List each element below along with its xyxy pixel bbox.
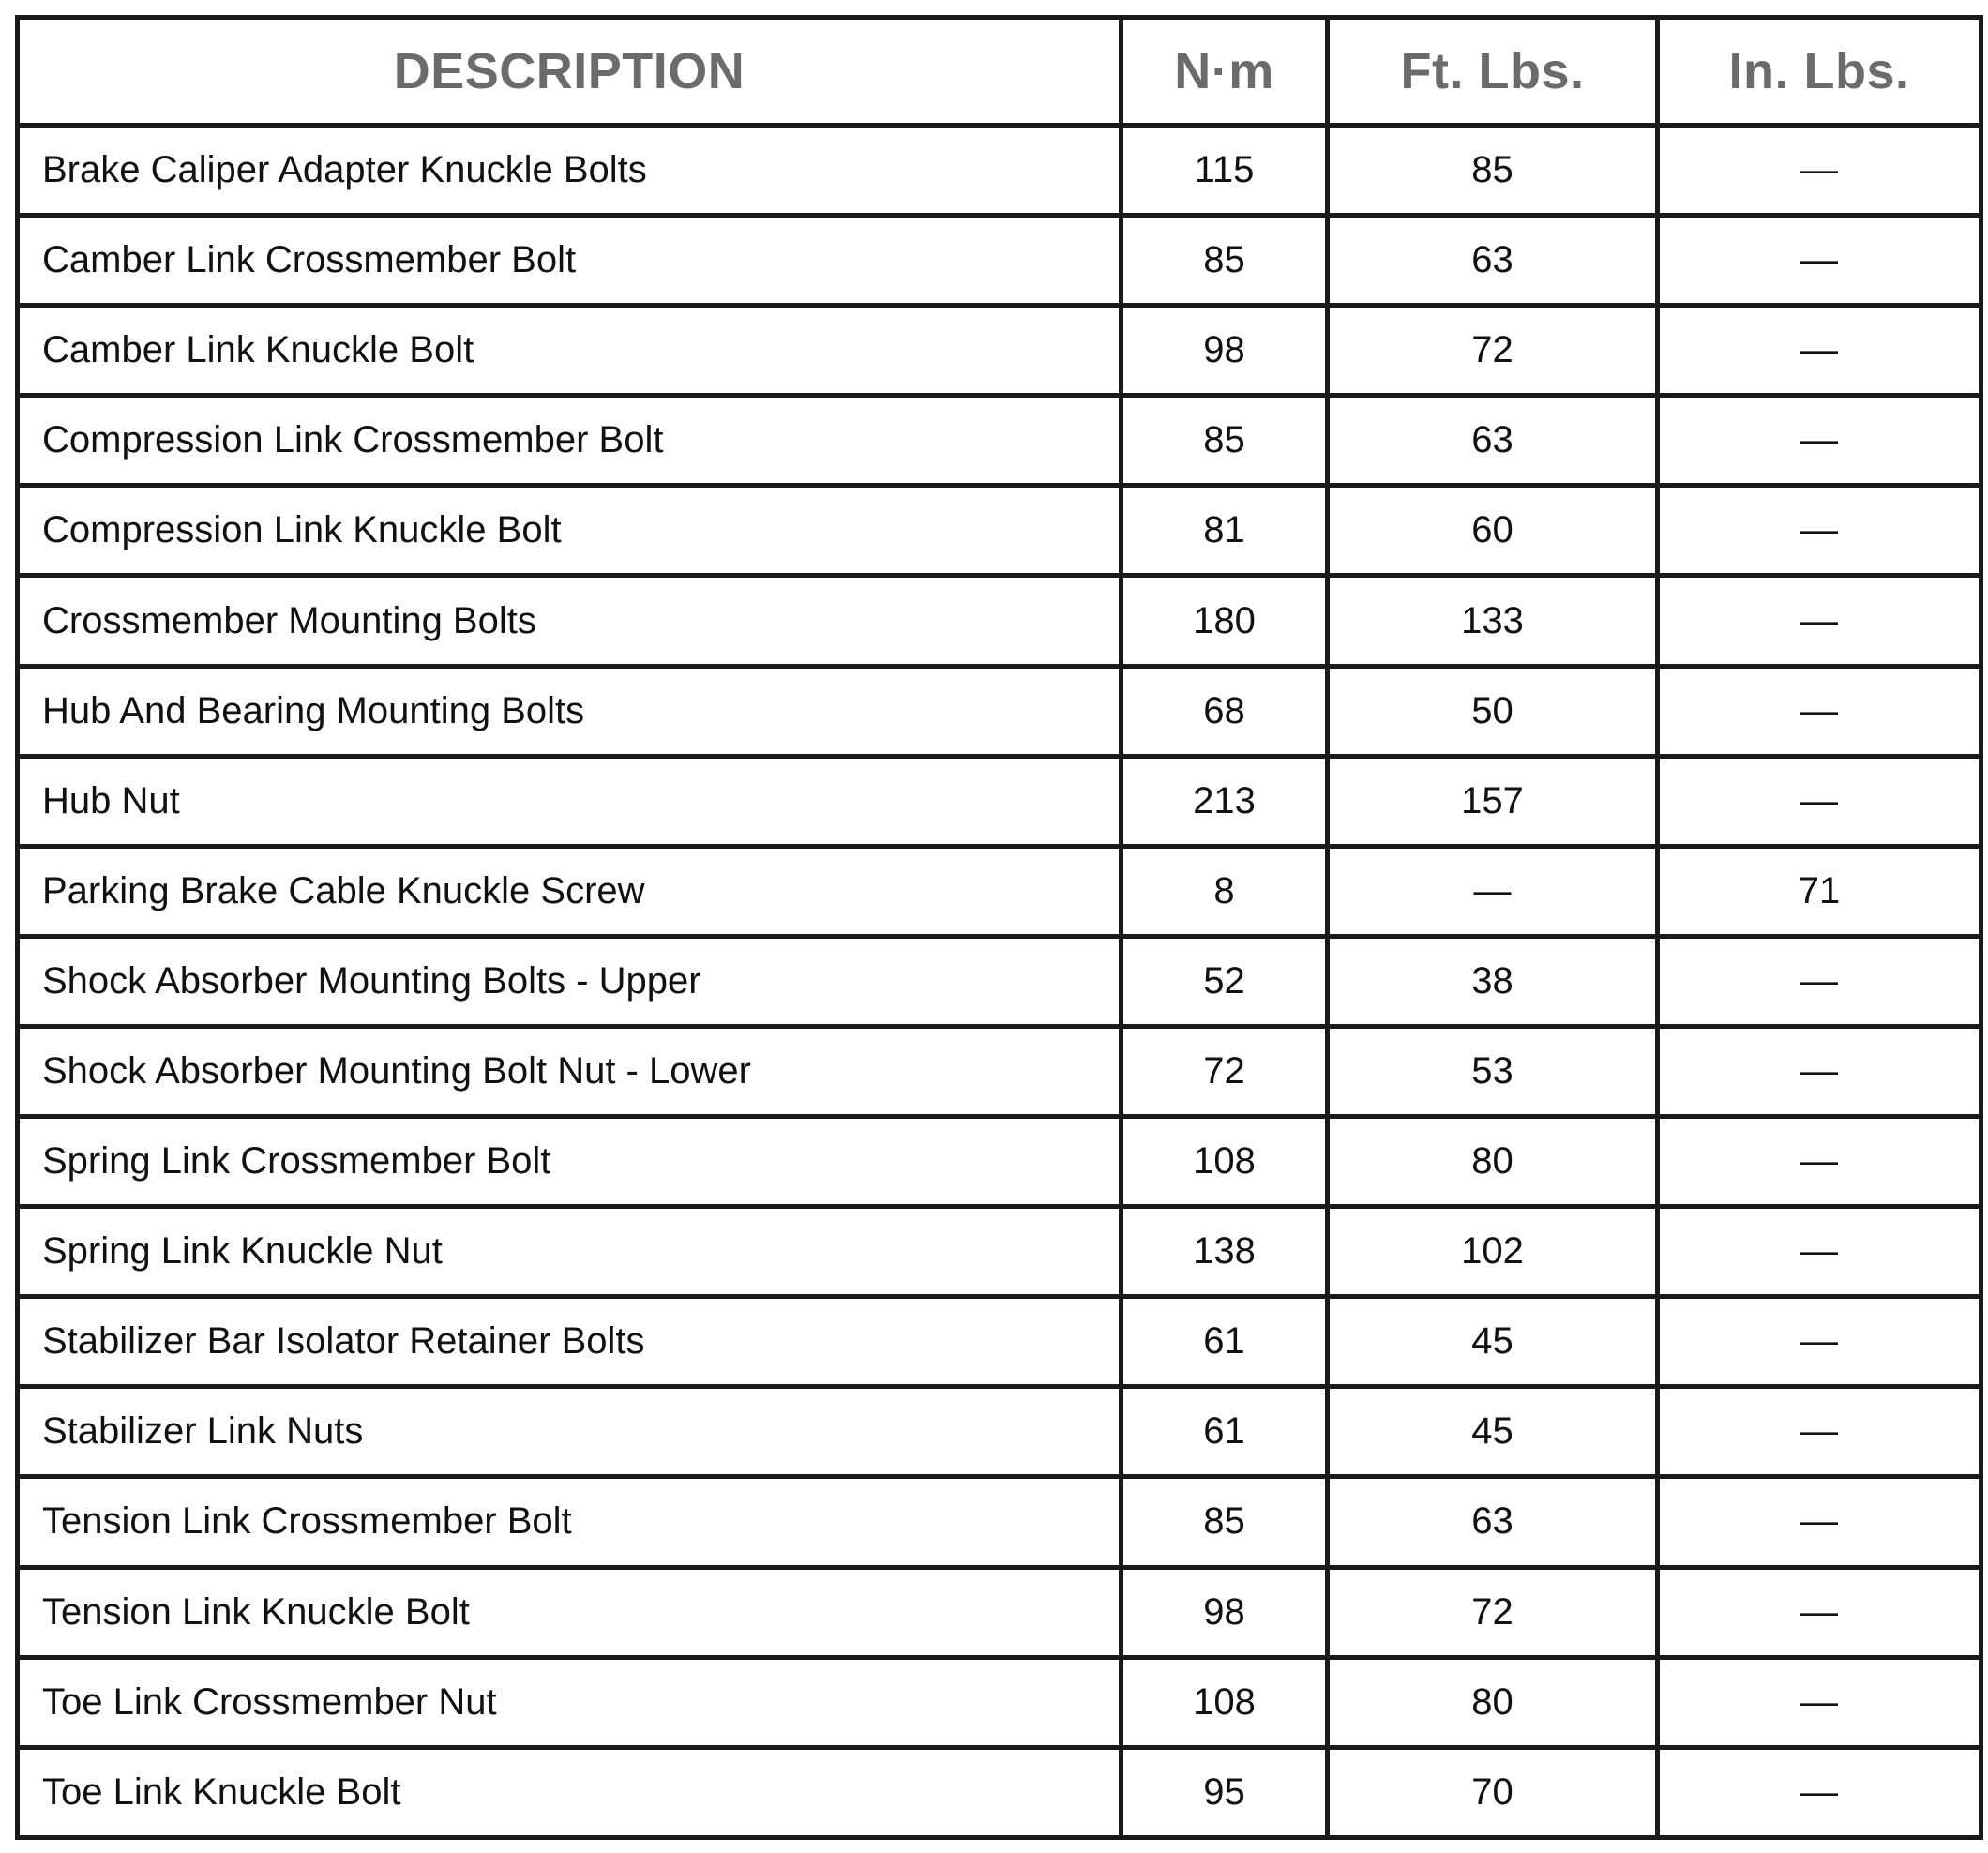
table-row <box>18 396 1981 486</box>
table-row <box>18 666 1981 756</box>
cell-ft-lbs: 80 <box>1328 1657 1658 1747</box>
cell-description: Compression Link Crossmember Bolt <box>18 396 1122 486</box>
header-ft-lbs: Ft. Lbs. <box>1328 18 1658 126</box>
cell-ft-lbs: 80 <box>1328 1117 1658 1207</box>
table-row <box>18 1117 1981 1207</box>
table-row <box>18 1477 1981 1567</box>
cell-nm: 213 <box>1122 756 1328 846</box>
cell-in-lbs: — <box>1658 666 1981 756</box>
cell-nm: 138 <box>1122 1207 1328 1297</box>
table-row <box>18 486 1981 576</box>
cell-in-lbs: — <box>1658 1657 1981 1747</box>
table-row <box>18 1567 1981 1657</box>
cell-in-lbs: 71 <box>1658 846 1981 936</box>
table-row <box>18 126 1981 216</box>
cell-ft-lbs: 45 <box>1328 1387 1658 1477</box>
cell-nm: 98 <box>1122 306 1328 396</box>
cell-in-lbs: — <box>1658 486 1981 576</box>
cell-ft-lbs: 72 <box>1328 1567 1658 1657</box>
cell-nm: 68 <box>1122 666 1328 756</box>
cell-ft-lbs: 102 <box>1328 1207 1658 1297</box>
cell-nm: 108 <box>1122 1117 1328 1207</box>
cell-nm: 115 <box>1122 126 1328 216</box>
torque-specification-table <box>15 15 1983 1840</box>
cell-in-lbs: — <box>1658 216 1981 306</box>
cell-ft-lbs: 63 <box>1328 1477 1658 1567</box>
cell-ft-lbs: 157 <box>1328 756 1658 846</box>
cell-description: Hub Nut <box>18 756 1122 846</box>
table-row <box>18 936 1981 1026</box>
cell-ft-lbs: 45 <box>1328 1297 1658 1387</box>
cell-in-lbs: — <box>1658 1026 1981 1116</box>
cell-description: Shock Absorber Mounting Bolt Nut - Lower <box>18 1026 1122 1116</box>
cell-ft-lbs: 72 <box>1328 306 1658 396</box>
cell-ft-lbs: 50 <box>1328 666 1658 756</box>
cell-ft-lbs: 63 <box>1328 216 1658 306</box>
cell-in-lbs: — <box>1658 396 1981 486</box>
cell-nm: 8 <box>1122 846 1328 936</box>
cell-description: Camber Link Crossmember Bolt <box>18 216 1122 306</box>
table-header <box>18 18 1981 126</box>
cell-in-lbs: — <box>1658 1117 1981 1207</box>
table-row <box>18 1207 1981 1297</box>
cell-nm: 95 <box>1122 1747 1328 1837</box>
cell-description: Stabilizer Bar Isolator Retainer Bolts <box>18 1297 1122 1387</box>
cell-nm: 85 <box>1122 216 1328 306</box>
cell-nm: 108 <box>1122 1657 1328 1747</box>
table-body <box>18 126 1981 1838</box>
cell-description: Crossmember Mounting Bolts <box>18 576 1122 666</box>
cell-description: Compression Link Knuckle Bolt <box>18 486 1122 576</box>
cell-ft-lbs: 85 <box>1328 126 1658 216</box>
cell-description: Tension Link Crossmember Bolt <box>18 1477 1122 1567</box>
table-row <box>18 216 1981 306</box>
cell-description: Shock Absorber Mounting Bolts - Upper <box>18 936 1122 1026</box>
cell-nm: 61 <box>1122 1297 1328 1387</box>
cell-nm: 98 <box>1122 1567 1328 1657</box>
cell-description: Camber Link Knuckle Bolt <box>18 306 1122 396</box>
table-row <box>18 1026 1981 1116</box>
cell-ft-lbs: 70 <box>1328 1747 1658 1837</box>
cell-in-lbs: — <box>1658 126 1981 216</box>
cell-description: Toe Link Knuckle Bolt <box>18 1747 1122 1837</box>
cell-description: Brake Caliper Adapter Knuckle Bolts <box>18 126 1122 216</box>
cell-in-lbs: — <box>1658 1747 1981 1837</box>
table-row <box>18 1297 1981 1387</box>
cell-in-lbs: — <box>1658 1387 1981 1477</box>
cell-in-lbs: — <box>1658 576 1981 666</box>
cell-description: Spring Link Crossmember Bolt <box>18 1117 1122 1207</box>
cell-in-lbs: — <box>1658 1567 1981 1657</box>
cell-in-lbs: — <box>1658 1207 1981 1297</box>
cell-ft-lbs: — <box>1328 846 1658 936</box>
cell-description: Parking Brake Cable Knuckle Screw <box>18 846 1122 936</box>
table-row <box>18 756 1981 846</box>
cell-ft-lbs: 60 <box>1328 486 1658 576</box>
table-row <box>18 1657 1981 1747</box>
header-row <box>18 18 1981 126</box>
cell-in-lbs: — <box>1658 756 1981 846</box>
header-description: DESCRIPTION <box>18 18 1122 126</box>
cell-in-lbs: — <box>1658 936 1981 1026</box>
table-row <box>18 306 1981 396</box>
cell-description: Tension Link Knuckle Bolt <box>18 1567 1122 1657</box>
cell-in-lbs: — <box>1658 306 1981 396</box>
header-nm: N·m <box>1122 18 1328 126</box>
cell-description: Spring Link Knuckle Nut <box>18 1207 1122 1297</box>
table-row <box>18 1747 1981 1837</box>
cell-description: Toe Link Crossmember Nut <box>18 1657 1122 1747</box>
cell-ft-lbs: 53 <box>1328 1026 1658 1116</box>
cell-nm: 85 <box>1122 1477 1328 1567</box>
cell-nm: 61 <box>1122 1387 1328 1477</box>
cell-in-lbs: — <box>1658 1297 1981 1387</box>
cell-nm: 52 <box>1122 936 1328 1026</box>
cell-nm: 180 <box>1122 576 1328 666</box>
cell-nm: 81 <box>1122 486 1328 576</box>
table-row <box>18 846 1981 936</box>
header-in-lbs: In. Lbs. <box>1658 18 1981 126</box>
cell-description: Stabilizer Link Nuts <box>18 1387 1122 1477</box>
cell-nm: 72 <box>1122 1026 1328 1116</box>
cell-description: Hub And Bearing Mounting Bolts <box>18 666 1122 756</box>
table-row <box>18 576 1981 666</box>
cell-ft-lbs: 133 <box>1328 576 1658 666</box>
cell-ft-lbs: 63 <box>1328 396 1658 486</box>
cell-ft-lbs: 38 <box>1328 936 1658 1026</box>
table-row <box>18 1387 1981 1477</box>
cell-nm: 85 <box>1122 396 1328 486</box>
cell-in-lbs: — <box>1658 1477 1981 1567</box>
